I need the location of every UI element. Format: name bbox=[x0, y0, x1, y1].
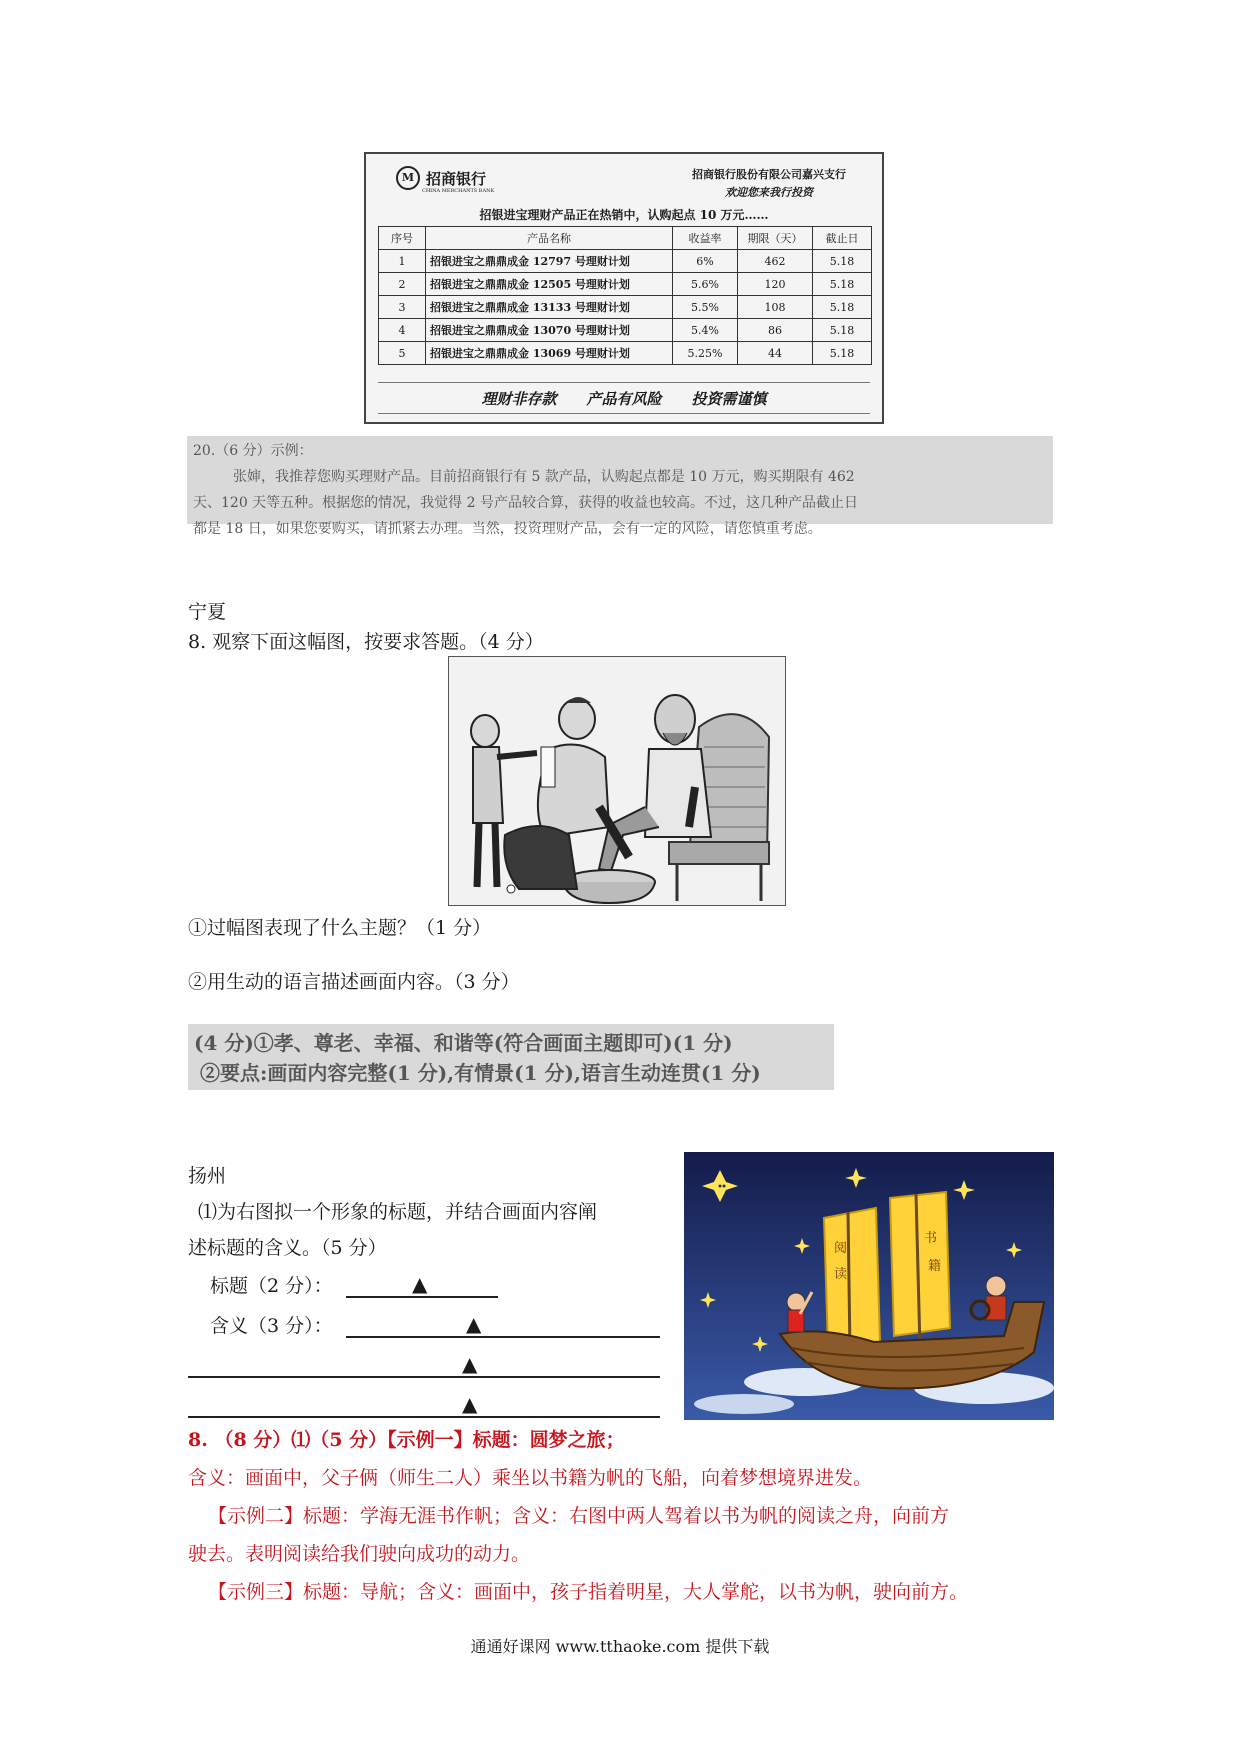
table-row bbox=[379, 250, 872, 273]
col-header: 序号 bbox=[379, 227, 426, 250]
triangle-marker: ▲ bbox=[462, 1352, 478, 1376]
table-cell: 5.18 bbox=[813, 250, 872, 273]
triangle-marker: ▲ bbox=[462, 1392, 478, 1416]
meaning-answer-line bbox=[188, 1416, 660, 1418]
table-cell: 86 bbox=[738, 319, 813, 342]
answer-20-box bbox=[187, 436, 1053, 537]
table-cell: 5.18 bbox=[813, 319, 872, 342]
answer-8-line: (4 分)①孝、尊老、幸福、和谐等(符合画面主题即可)(1 分) bbox=[194, 1031, 733, 1055]
col-header: 截止日 bbox=[813, 227, 872, 250]
bank-logo-sub: CHINA MERCHANTS BANK bbox=[422, 188, 495, 194]
answer-yangzhou-line: 【示例二】标题：学海无涯书作帆；含义：右图中两人驾着以书为帆的阅读之舟，向前方 bbox=[208, 1505, 950, 1527]
answer-8-box bbox=[188, 1024, 834, 1090]
triangle-marker: ▲ bbox=[412, 1272, 428, 1296]
table-cell: 5.4% bbox=[673, 319, 738, 342]
col-header: 收益率 bbox=[673, 227, 738, 250]
meaning-label: 含义（3 分）： bbox=[210, 1315, 333, 1337]
table-cell: 5.18 bbox=[813, 342, 872, 365]
answer-yangzhou-line: 驶去。表明阅读给我们驶向成功的动力。 bbox=[188, 1543, 531, 1565]
bank-branch-name: 招商银行股份有限公司嘉兴支行 bbox=[692, 168, 846, 181]
table-cell: 招银进宝之鼎鼎成金 13133 号理财计划 bbox=[426, 296, 673, 319]
product-table bbox=[378, 226, 872, 365]
region-ningxia: 宁夏 bbox=[188, 601, 227, 623]
bank-headline: 招银进宝理财产品正在热销中，认购起点 10 万元…… bbox=[479, 208, 769, 222]
yangzhou-question-line2: 述标题的含义。（5 分） bbox=[188, 1237, 387, 1259]
region-yangzhou: 扬州 bbox=[188, 1165, 227, 1187]
table-cell: 120 bbox=[738, 273, 813, 296]
table-cell: 5.18 bbox=[813, 273, 872, 296]
table-cell: 4 bbox=[379, 319, 426, 342]
col-header: 产品名称 bbox=[426, 227, 673, 250]
col-header: 期限（天） bbox=[738, 227, 813, 250]
slogan-item: 投资需谨慎 bbox=[691, 389, 767, 408]
table-cell: 5 bbox=[379, 342, 426, 365]
table-cell: 44 bbox=[738, 342, 813, 365]
sail-right-char: 籍 bbox=[928, 1259, 942, 1274]
table-row bbox=[379, 342, 872, 365]
table-row bbox=[379, 296, 872, 319]
question-8: 8. 观察下面这幅图，按要求答题。（4 分） bbox=[188, 631, 544, 653]
question-8-sub2: ②用生动的语言描述画面内容。（3 分） bbox=[188, 971, 520, 993]
bank-risk-slogan bbox=[378, 382, 870, 414]
bank-welcome: 欢迎您来我行投资 bbox=[725, 186, 813, 199]
family-foot-washing-sketch bbox=[448, 656, 786, 906]
table-cell: 5.6% bbox=[673, 273, 738, 296]
slogan-item: 理财非存款 bbox=[481, 389, 557, 408]
table-cell: 2 bbox=[379, 273, 426, 296]
triangle-marker: ▲ bbox=[466, 1312, 482, 1336]
table-cell: 招银进宝之鼎鼎成金 13069 号理财计划 bbox=[426, 342, 673, 365]
meaning-answer-line bbox=[346, 1336, 660, 1338]
answer-yangzhou-line: 含义：画面中，父子俩（师生二人）乘坐以书籍为帆的飞船，向着梦想境界进发。 bbox=[188, 1467, 873, 1489]
table-cell: 6% bbox=[673, 250, 738, 273]
answer-8-line: ②要点:画面内容完整(1 分),有情景(1 分),语言生动连贯(1 分) bbox=[200, 1061, 761, 1085]
answer-20-text: 天、120 天等五种。根据您的情况，我觉得 2 号产品较合算，获得的收益也较高。不过，这几种产品截止日 bbox=[193, 495, 858, 511]
bank-logo-icon: M bbox=[396, 166, 420, 190]
table-cell: 3 bbox=[379, 296, 426, 319]
yangzhou-question-line1: ⑴为右图拟一个形象的标题，并结合画面内容阐 bbox=[198, 1201, 598, 1223]
page-footer: 通通好课网 www.tthaoke.com 提供下载 bbox=[470, 1637, 770, 1656]
title-label: 标题（2 分）： bbox=[210, 1275, 333, 1297]
table-cell: 招银进宝之鼎鼎成金 13070 号理财计划 bbox=[426, 319, 673, 342]
table-cell: 招银进宝之鼎鼎成金 12797 号理财计划 bbox=[426, 250, 673, 273]
bank-branch bbox=[692, 166, 846, 202]
slogan-item: 产品有风险 bbox=[586, 389, 662, 408]
answer-20-label: 20.（6 分）示例： bbox=[193, 443, 313, 459]
table-cell: 5.25% bbox=[673, 342, 738, 365]
sail-left-char: 读 bbox=[834, 1267, 848, 1282]
meaning-answer-line bbox=[188, 1376, 660, 1378]
bank-notice-image bbox=[364, 152, 884, 424]
book-sail-ship-picture bbox=[684, 1152, 1054, 1420]
table-cell: 5.5% bbox=[673, 296, 738, 319]
table-row bbox=[379, 273, 872, 296]
sail-right-char: 书 bbox=[924, 1231, 938, 1246]
table-row bbox=[379, 319, 872, 342]
table-cell: 462 bbox=[738, 250, 813, 273]
answer-yangzhou-line: 【示例三】标题：导航；含义：画面中，孩子指着明星，大人掌舵，以书为帆，驶向前方。 bbox=[208, 1581, 969, 1603]
table-cell: 108 bbox=[738, 296, 813, 319]
table-cell: 5.18 bbox=[813, 296, 872, 319]
table-cell: 1 bbox=[379, 250, 426, 273]
answer-20-text: 张婶，我推荐您购买理财产品。目前招商银行有 5 款产品，认购起点都是 10 万元，购买期限有 462 bbox=[233, 469, 855, 485]
answer-yangzhou-line: 8. （8 分）⑴（5 分）【示例一】标题：圆梦之旅； bbox=[188, 1429, 625, 1451]
bank-logo bbox=[396, 166, 495, 194]
table-header-row bbox=[379, 227, 872, 250]
bank-logo-text: 招商银行 bbox=[426, 169, 487, 188]
question-8-sub1: ①过幅图表现了什么主题？（1 分） bbox=[188, 917, 492, 939]
answer-20-text: 都是 18 日，如果您要购买，请抓紧去办理。当然，投资理财产品，会有一定的风险，请您慎重考虑。 bbox=[193, 521, 822, 537]
table-cell: 招银进宝之鼎鼎成金 12505 号理财计划 bbox=[426, 273, 673, 296]
sail-left-char: 阅 bbox=[834, 1241, 848, 1256]
